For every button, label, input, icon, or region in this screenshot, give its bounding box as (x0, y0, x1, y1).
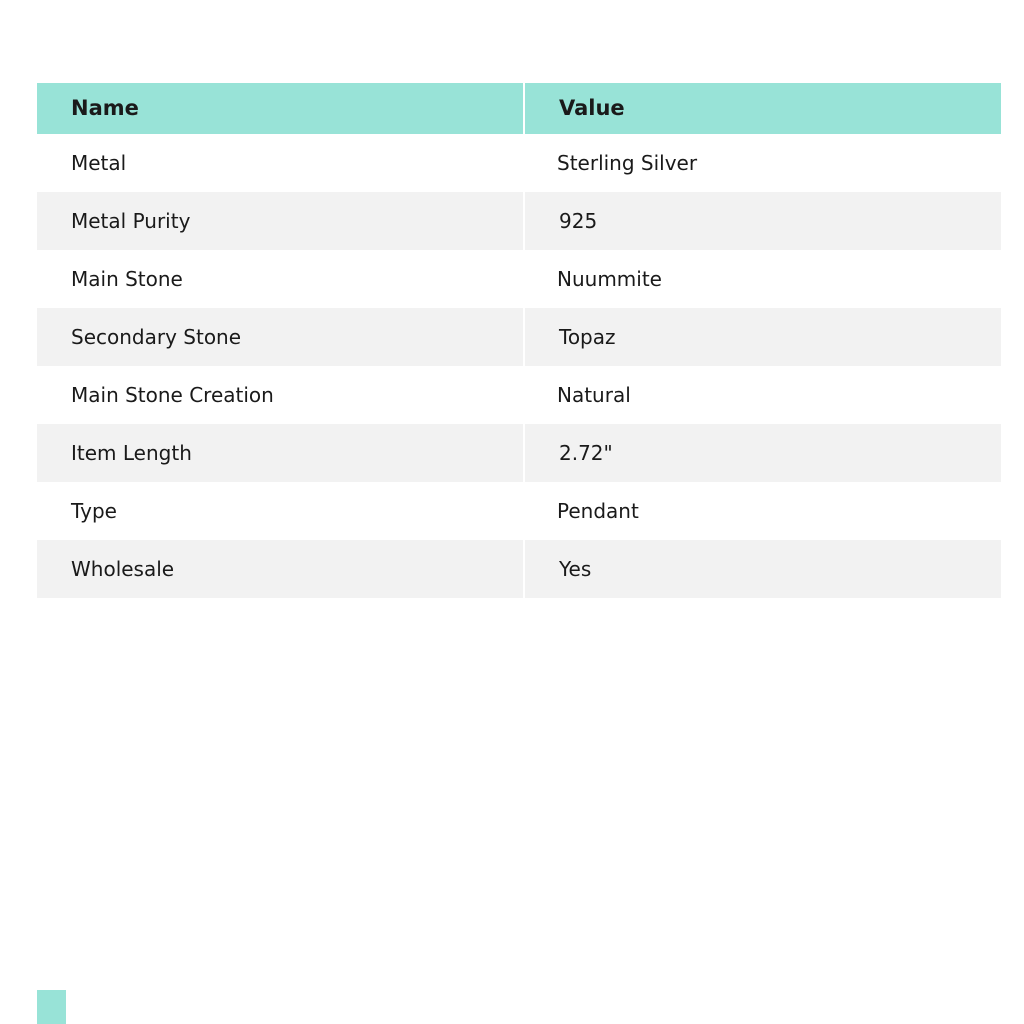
attribute-name: Item Length (71, 441, 192, 465)
attribute-name: Main Stone Creation (71, 383, 274, 407)
table-row (37, 366, 1001, 424)
table-row (37, 250, 1001, 308)
table-row (37, 192, 1001, 250)
attribute-value: Topaz (523, 308, 1001, 366)
attribute-name: Secondary Stone (71, 325, 242, 349)
attribute-name: Type (71, 499, 117, 523)
table-row (37, 424, 1001, 482)
attribute-value: Yes (523, 540, 1001, 598)
attribute-name: Main Stone (71, 267, 183, 291)
attribute-value: Natural (557, 383, 631, 407)
attribute-value: Nuummite (557, 267, 662, 291)
table-row (37, 540, 1001, 598)
table-row (37, 134, 1001, 192)
attribute-name: Metal (71, 151, 127, 175)
attribute-name: Metal Purity (71, 209, 191, 233)
product-attributes-table (37, 83, 1001, 598)
next-table-header-partial (37, 990, 66, 1024)
attribute-value: Sterling Silver (557, 151, 698, 175)
attribute-value: 925 (523, 192, 1001, 250)
attribute-value: 2.72" (523, 424, 1001, 482)
table-row (37, 308, 1001, 366)
table-row (37, 482, 1001, 540)
header-cell-value: Value (523, 83, 1001, 134)
table-header-row (37, 83, 1001, 134)
header-cell-name: Name (71, 95, 139, 120)
attribute-name: Wholesale (71, 557, 175, 581)
attribute-value: Pendant (557, 499, 639, 523)
